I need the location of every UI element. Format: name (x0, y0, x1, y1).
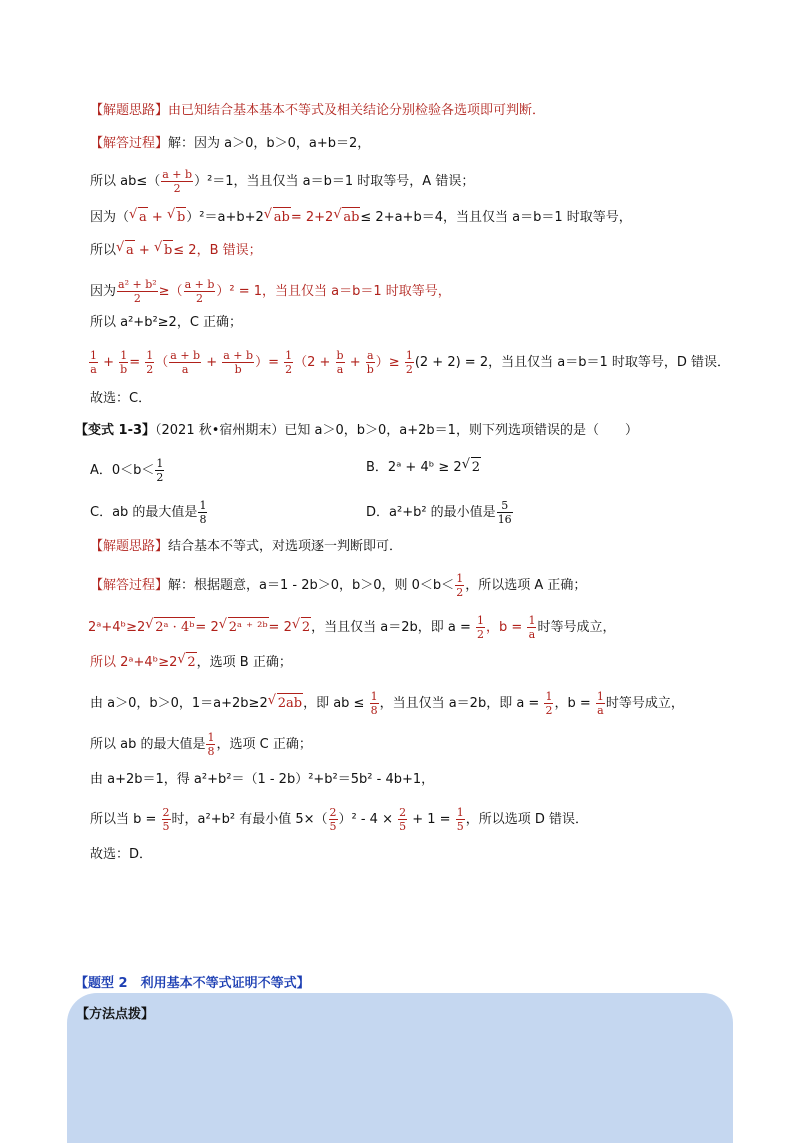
sol1-idea-label: 【解题思路】 (90, 103, 169, 118)
sol1-line7: 所以 a²+b²≥2，C 正确； (90, 315, 243, 330)
sol1-line5: 所以√ a + √ b≤ 2，B 错误； (90, 240, 262, 261)
q13-option-d[interactable]: D．a²+b² 的最小值是 $\frac{5}{16}$ (366, 499, 512, 526)
sol1-idea-line (90, 101, 545, 121)
sol2-line7: 所以当 b = $\frac{2}{5}$ 时，a²+b² 有最小值 5×（ $\frac{2}{5}$ ）² - 4 × $\frac{2}{5}$ + 1 = $\frac{1}{5}$ ，所以选项 D 错误． (90, 806, 588, 833)
method-panel-title: 【方法点拨】 (76, 1007, 155, 1022)
sol2-line6: 由 a+2b＝1，得 a²+b²＝（1 - 2b）²+b²＝5b² - 4b+1， (90, 772, 435, 787)
section2-title: 【题型 2 利用基本不等式证明不等式】 (75, 976, 310, 991)
sol1-line3: 所以 ab≤（ $\frac{a + b}{2}$ ）²＝1，当且仅当 a＝b＝1 时取等号，A 错误； (90, 168, 475, 195)
sol1-line8: $\frac{1}{a}$ + $\frac{1}{b}$ = $\frac{1}{2}$ （ $\frac{a + b}{a}$ + $\frac{a + b}{b}$ ）= $\frac{1}{2}$ （2 + $\frac{b}{a}$ + $\frac{a}{b}$ ）≥ $\frac{1}{2}$ (2 + 2) = 2，当且仅当 a＝b＝1 时取等号，D 错误． (90, 349, 730, 376)
sol2-proc-line: 【解答过程】解：根据题意，a＝1 - 2b＞0，b＞0，则 0＜b＜ $\frac{1}{2}$ ，所以选项 A 正确； (90, 572, 587, 599)
sol2-idea-line: 【解题思路】结合基本不等式，对选项逐一判断即可． (90, 539, 403, 554)
q13-stem-line (75, 421, 638, 441)
sol2-line4: 由 a＞0，b＞0，1＝a+2b≥2√ 2ab，即 ab ≤ $\frac{1}{8}$ ，当且仅当 a＝2b，即 a = $\frac{1}{2}$ ，b = $\frac{1}{a}$ 时等号成立， (90, 690, 684, 717)
sol2-answer: 故选：D． (90, 847, 153, 862)
method-panel (67, 993, 733, 1143)
sol1-line4: 因为（√ a + √ b）²＝a+b+2√ ab= 2+2√ ab≤ 2+a+b＝4，当且仅当 a＝b＝1 时取等号， (90, 207, 632, 228)
sol1-idea-text: 由已知结合基本基本不等式及相关结论分别检验各选项即可判断． (168, 103, 546, 118)
q13-label: 【变式 1-3】 (75, 423, 156, 438)
sol2-line3: 所以 2ᵃ+4ᵇ≥2√ 2，选项 B 正确； (90, 652, 292, 673)
q13-stem: （2021 秋•宿州期末）已知 a＞0，b＞0，a+2b＝1，则下列选项错误的是（ ） (155, 423, 638, 438)
sol1-proc-text: 解：因为 a＞0，b＞0，a+b＝2， (168, 136, 371, 151)
q13-option-c[interactable]: C．ab 的最大值是 $\frac{1}{8}$ (90, 499, 207, 526)
sol1-proc-line (90, 134, 370, 154)
q13-option-a[interactable]: A．0＜b＜ $\frac{1}{2}$ (90, 457, 164, 484)
frac-aplusb-2: $\frac{a + b}{2}$ (162, 168, 193, 195)
sol2-line5: 所以 ab 的最大值是 $\frac{1}{8}$ ，选项 C 正确； (90, 731, 312, 758)
sol1-answer: 故选：C． (90, 391, 152, 406)
q13-option-b[interactable]: B．2ᵃ + 4ᵇ ≥ 2√ 2 (366, 457, 481, 478)
sol2-line2: 2ᵃ+4ᵇ≥2√ 2ᵃ · 4ᵇ= 2√ 2ᵃ ⁺ ²ᵇ= 2√ 2，当且仅当 a＝2b，即 a = $\frac{1}{2}$ ，b = $\frac{1}{a}$ 时等号成立， (88, 614, 615, 641)
sol1-line6: 因为 $\frac{\text{a² + b²}}{2}$ ≥（ $\frac{a + b}{2}$ ）² = 1，当且仅当 a＝b＝1 时取等号， (90, 278, 451, 305)
sol1-proc-label: 【解答过程】 (90, 136, 169, 151)
